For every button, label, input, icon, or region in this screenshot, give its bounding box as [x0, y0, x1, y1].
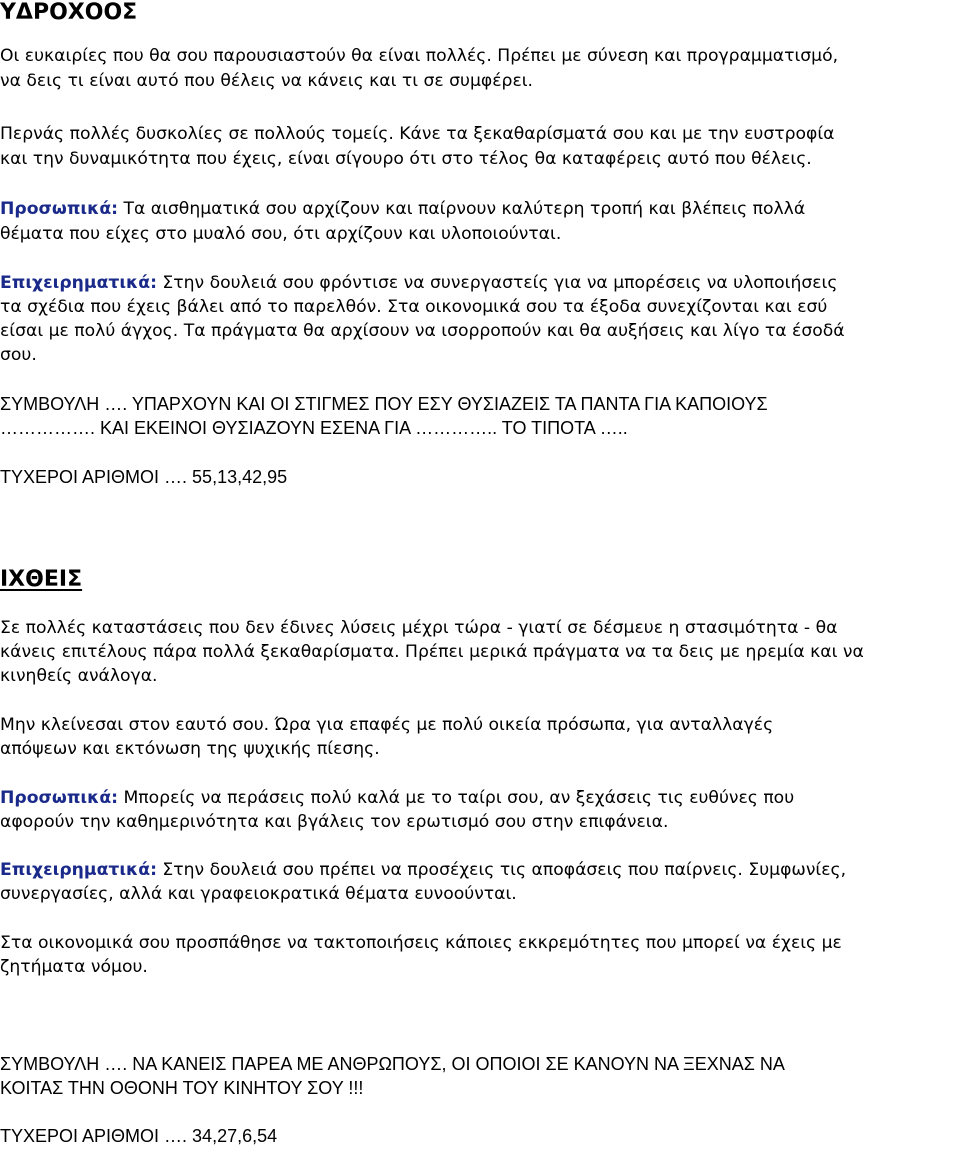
aquarius-personal-line: θέματα που είχες στο μυαλό σου, ότι αρχίζουν και υλοποιούνται.: [0, 224, 562, 244]
pisces-paragraph-2-line: Μην κλείνεσαι στον εαυτό σου. Ώρα για επαφές με πολύ οικεία πρόσωπα, για ανταλλαγές: [0, 715, 774, 735]
pisces-personal-line: [0, 786, 794, 811]
aquarius-business-line: [0, 271, 837, 296]
section-title-pisces: ΙΧΘΕΙΣ: [0, 567, 83, 592]
aquarius-paragraph-1-line: να δεις τι είναι αυτό που θέλεις να κάνεις και τι σε συμφέρει.: [0, 71, 534, 91]
aquarius-advice-line: ΣΥΜΒΟΥΛΗ …. ΥΠΑΡΧΟΥΝ ΚΑΙ ΟΙ ΣΤΙΓΜΕΣ ΠΟΥ ΕΣΥ ΘΥΣΙΑΖΕΙΣ ΤΑ ΠΑΝΤΑ ΓΙΑ ΚΑΠΟΙΟΥΣ: [0, 394, 768, 414]
pisces-paragraph-2-line: απόψεων και εκτόνωση της ψυχικής πίεσης.: [0, 739, 380, 759]
personal-text: Τα αισθηματικά σου αρχίζουν και παίρνουν καλύτερη τροπή και βλέπεις πολλά: [118, 199, 806, 219]
aquarius-personal-line: [0, 197, 805, 222]
aquarius-business-line: είσαι με πολύ άγχος. Τα πράγματα θα αρχίσουν να ισορροπούν και θα αυξήσεις και λίγο τα έσοδά: [0, 321, 845, 341]
business-label: Επιχειρηματικά:: [0, 860, 157, 880]
business-text: Στην δουλειά σου πρέπει να προσέχεις τις αποφάσεις που παίρνεις. Συμφωνίες,: [156, 860, 847, 880]
aquarius-paragraph-2-line: και την δυναμικότητα που έχεις, είναι σίγουρο ότι στο τέλος θα καταφέρεις αυτό που θέλεις.: [0, 149, 812, 169]
personal-label: Προσωπικά:: [0, 788, 119, 808]
aquarius-advice-line: ……………. ΚΑΙ ΕΚΕΙΝΟΙ ΘΥΣΙΑΖΟΥΝ ΕΣΕΝΑ ΓΙΑ ………….. ΤΟ ΤΙΠΟΤΑ …..: [0, 418, 628, 438]
pisces-paragraph-1-line: κάνεις επιτέλους πάρα πολλά ξεκαθαρίσματα. Πρέπει μερικά πράγματα να τα δεις με ηρεμία και να: [0, 642, 864, 662]
pisces-paragraph-1-line: Σε πολλές καταστάσεις που δεν έδινες λύσεις μέχρι τώρα - γιατί σε δέσμευε η στασιμότητα - θα: [0, 618, 838, 638]
personal-text: Μπορείς να περάσεις πολύ καλά με το ταίρι σου, αν ξεχάσεις τις ευθύνες που: [118, 788, 795, 808]
pisces-advice-line: ΚΟΙΤΑΣ ΤΗΝ ΟΘΟΝΗ ΤΟΥ ΚΙΝΗΤΟΥ ΣΟΥ !!!: [0, 1078, 364, 1098]
aquarius-paragraph-2-line: Περνάς πολλές δυσκολίες σε πολλούς τομείς. Κάνε τα ξεκαθαρίσματά σου και με την ευστροφία: [0, 124, 835, 144]
aquarius-business-line: τα σχέδια που έχεις βάλει από το παρελθόν. Στα οικονομικά σου τα έξοδα συνεχίζονται και εσύ: [0, 297, 828, 317]
pisces-lucky-numbers: ΤΥΧΕΡΟΙ ΑΡΙΘΜΟΙ …. 34,27,6,54: [0, 1126, 278, 1146]
aquarius-business-line: σου.: [0, 345, 37, 365]
aquarius-paragraph-1-line: Οι ευκαιρίες που θα σου παρουσιαστούν θα είναι πολλές. Πρέπει με σύνεση και προγραμματισμό,: [0, 46, 839, 66]
pisces-paragraph-3-line: ζητήματα νόμου.: [0, 957, 148, 977]
business-label: Επιχειρηματικά:: [0, 273, 157, 293]
personal-label: Προσωπικά:: [0, 199, 119, 219]
pisces-business-line: συνεργασίες, αλλά και γραφειοκρατικά θέματα ευνοούνται.: [0, 884, 517, 904]
aquarius-lucky-numbers: ΤΥΧΕΡΟΙ ΑΡΙΘΜΟΙ …. 55,13,42,95: [0, 467, 288, 487]
business-text: Στην δουλειά σου φρόντισε να συνεργαστείς για να μπορέσεις να υλοποιήσεις: [156, 273, 838, 293]
pisces-business-line: [0, 858, 846, 883]
pisces-advice-line: ΣΥΜΒΟΥΛΗ …. ΝΑ ΚΑΝΕΙΣ ΠΑΡΕΑ ΜΕ ΑΝΘΡΩΠΟΥΣ, ΟΙ ΟΠΟΙΟΙ ΣΕ ΚΑΝΟΥΝ ΝΑ ΞΕΧΝΑΣ ΝΑ: [0, 1054, 785, 1074]
pisces-paragraph-3-line: Στα οικονομικά σου προσπάθησε να τακτοποιήσεις κάποιες εκκρεμότητες που μπορεί να έχεις με: [0, 933, 842, 953]
section-title-aquarius: ΥΔΡΟΧΟΟΣ: [0, 0, 138, 25]
pisces-paragraph-1-line: κινηθείς ανάλογα.: [0, 666, 158, 686]
pisces-personal-line: αφορούν την καθημερινότητα και βγάλεις τον ερωτισμό σου στην επιφάνεια.: [0, 812, 669, 832]
